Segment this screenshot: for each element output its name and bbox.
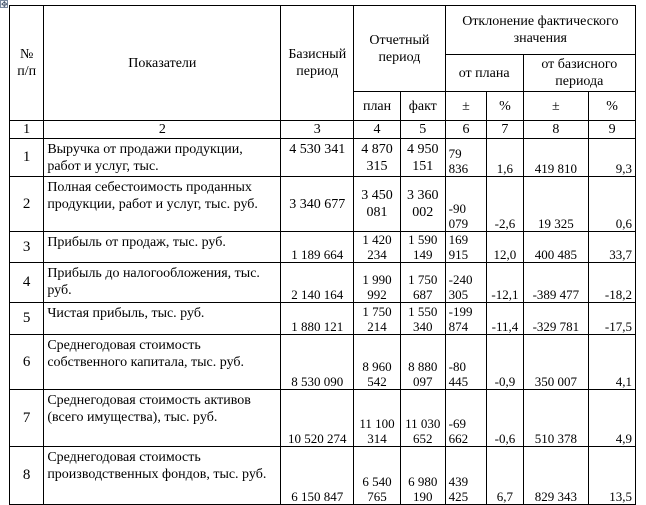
header-from-base: от базисного периода: [523, 55, 635, 92]
header-report-period: Отчетный период: [354, 6, 446, 92]
header-plan: план: [354, 92, 401, 121]
dev-plan-abs: -240 305: [445, 263, 487, 303]
row-index: 2: [10, 177, 44, 232]
dev-plan-abs: 439 425: [445, 447, 487, 505]
header-indicators: Показатели: [44, 6, 281, 121]
fact-value: 4 950 151: [400, 139, 445, 177]
col-number: 3: [281, 121, 354, 139]
dev-base-abs: 510 378: [523, 390, 589, 447]
row-index: 4: [10, 263, 44, 303]
base-value: 1 880 121: [281, 303, 354, 335]
row-index: 6: [10, 335, 44, 390]
base-value: 1 189 664: [281, 232, 354, 263]
row-label: Полная себестоимость проданных продукции, работ и услуг, тыс. руб.: [44, 177, 281, 232]
dev-base-pct: 4,9: [589, 390, 636, 447]
table-row: [10, 177, 636, 232]
table-row: [10, 447, 636, 505]
row-label: Среднегодовая стоимость активов (всего имущества), тыс. руб.: [44, 390, 281, 447]
dev-base-abs: 419 810: [523, 139, 589, 177]
table-row: [10, 335, 636, 390]
table-row: [10, 390, 636, 447]
header-base-abs: ±: [523, 92, 589, 121]
plan-value: 11 100 314: [354, 390, 401, 447]
dev-base-pct: -17,5: [589, 303, 636, 335]
dev-base-abs: -329 781: [523, 303, 589, 335]
dev-plan-pct: -0,6: [487, 390, 523, 447]
dev-plan-abs: -199 874: [445, 303, 487, 335]
col-number: 9: [589, 121, 636, 139]
dev-plan-pct: 6,7: [487, 447, 523, 505]
fact-value: 8 880 097: [400, 335, 445, 390]
fact-value: 11 030 652: [400, 390, 445, 447]
row-index: 7: [10, 390, 44, 447]
dev-plan-pct: -11,4: [487, 303, 523, 335]
dev-plan-abs: -90 079: [445, 177, 487, 232]
row-index: 5: [10, 303, 44, 335]
header-fact: факт: [400, 92, 445, 121]
col-number: 8: [523, 121, 589, 139]
row-label: Прибыль от продаж, тыс. руб.: [44, 232, 281, 263]
dev-plan-pct: -0,9: [487, 335, 523, 390]
base-value: 10 520 274: [281, 390, 354, 447]
base-value: 6 150 847: [281, 447, 354, 505]
base-value: 4 530 341: [281, 139, 354, 177]
dev-plan-abs: 79 836: [445, 139, 487, 177]
dev-base-abs: -389 477: [523, 263, 589, 303]
dev-base-abs: 400 485: [523, 232, 589, 263]
row-index: 3: [10, 232, 44, 263]
header-from-plan: от плана: [445, 55, 523, 92]
row-label: Среднегодовая стоимость производственных фондов, тыс. руб.: [44, 447, 281, 505]
base-value: 8 530 090: [281, 335, 354, 390]
dev-base-pct: 4,1: [589, 335, 636, 390]
dev-base-abs: 19 325: [523, 177, 589, 232]
col-number: 6: [445, 121, 487, 139]
dev-plan-pct: 12,0: [487, 232, 523, 263]
base-value: 2 140 164: [281, 263, 354, 303]
dev-base-pct: 13,5: [589, 447, 636, 505]
header-plan-abs: ±: [445, 92, 487, 121]
plan-value: 1 990 992: [354, 263, 401, 303]
table-row: [10, 303, 636, 335]
col-number: 5: [400, 121, 445, 139]
dev-plan-abs: 169 915: [445, 232, 487, 263]
table-row: [10, 232, 636, 263]
table-row: [10, 263, 636, 303]
row-label: Чистая прибыль, тыс. руб.: [44, 303, 281, 335]
fact-value: 1 590 149: [400, 232, 445, 263]
fact-value: 3 360 002: [400, 177, 445, 232]
col-number: 7: [487, 121, 523, 139]
row-label: Выручка от продажи продукции, работ и услуг, тыс.: [44, 139, 281, 177]
row-index: 8: [10, 447, 44, 505]
dev-base-pct: 33,7: [589, 232, 636, 263]
plan-value: 8 960 542: [354, 335, 401, 390]
financial-indicators-table: [9, 5, 636, 505]
plan-value: 6 540 765: [354, 447, 401, 505]
dev-plan-abs: -69 662: [445, 390, 487, 447]
fact-value: 1 750 687: [400, 263, 445, 303]
header-base-pct: %: [589, 92, 636, 121]
dev-base-abs: 829 343: [523, 447, 589, 505]
header-base-period: Базисный период: [281, 6, 354, 121]
dev-plan-pct: -2,6: [487, 177, 523, 232]
fact-value: 1 550 340: [400, 303, 445, 335]
dev-base-abs: 350 007: [523, 335, 589, 390]
base-value: 3 340 677: [281, 177, 354, 232]
plan-value: 1 750 214: [354, 303, 401, 335]
plan-value: 3 450 081: [354, 177, 401, 232]
table-row: [10, 139, 636, 177]
header-plan-pct: %: [487, 92, 523, 121]
dev-base-pct: 0,6: [589, 177, 636, 232]
row-label: Среднегодовая стоимость собственного капитала, тыс. руб.: [44, 335, 281, 390]
row-index: 1: [10, 139, 44, 177]
plan-value: 4 870 315: [354, 139, 401, 177]
dev-plan-abs: -80 445: [445, 335, 487, 390]
row-label: Прибыль до налогообложения, тыс. руб.: [44, 263, 281, 303]
dev-plan-pct: -12,1: [487, 263, 523, 303]
dev-base-pct: -18,2: [589, 263, 636, 303]
dev-base-pct: 9,3: [589, 139, 636, 177]
fact-value: 6 980 190: [400, 447, 445, 505]
plan-value: 1 420 234: [354, 232, 401, 263]
table-move-handle-icon[interactable]: ✥: [1, 0, 8, 9]
header-num: № п/п: [10, 6, 44, 121]
dev-plan-pct: 1,6: [487, 139, 523, 177]
header-deviation: Отклонение фактического значения: [445, 6, 635, 55]
col-number: 2: [44, 121, 281, 139]
col-number: 4: [354, 121, 401, 139]
col-number: 1: [10, 121, 44, 139]
